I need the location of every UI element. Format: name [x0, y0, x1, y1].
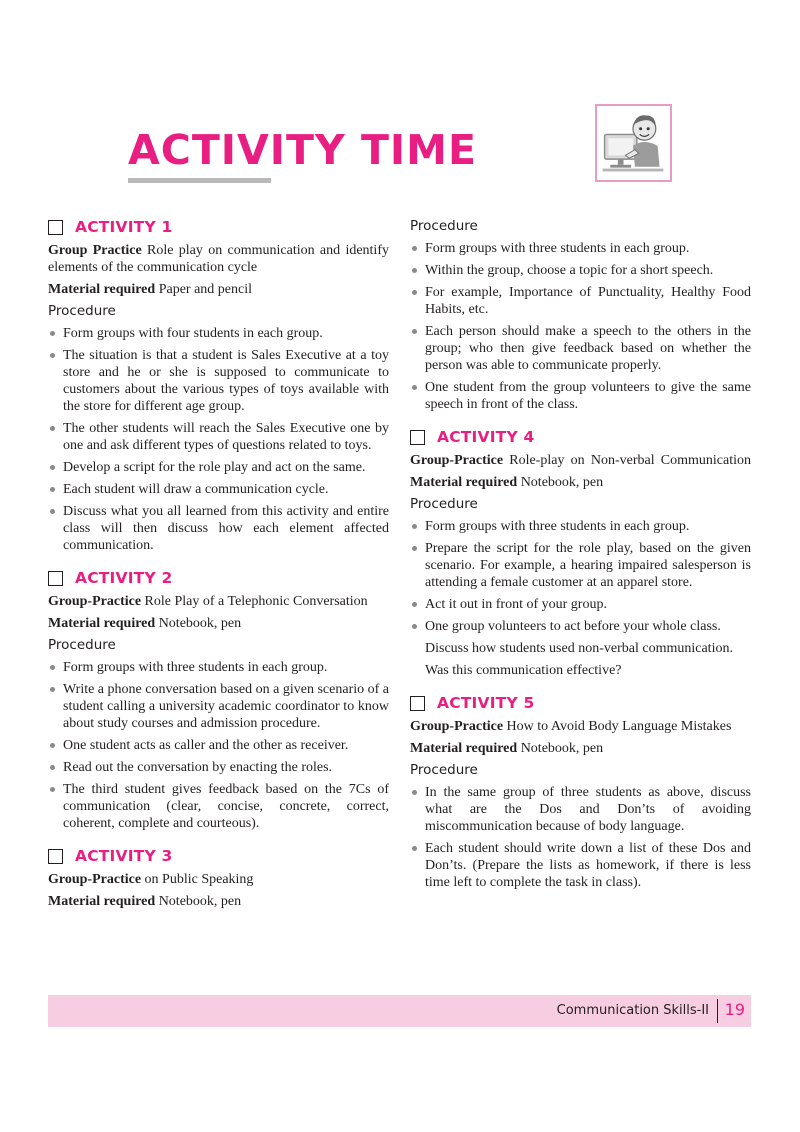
list-item: For example, Importance of Punctuality, Healthy Food Habits, etc.	[410, 284, 751, 318]
material-text: Notebook, pen	[517, 741, 604, 756]
activity-2-title: ACTIVITY 2	[75, 569, 173, 587]
activity-2-procedure-heading: Procedure	[48, 637, 116, 653]
list-item: Form groups with three students in each group.	[48, 659, 389, 676]
material-label: Material required	[48, 894, 156, 909]
group-practice-label: Group-Practice	[48, 594, 142, 609]
activity-1-procedure-heading: Procedure	[48, 303, 116, 319]
material-label: Material required	[410, 475, 518, 490]
activity-5-procedure-heading: Procedure	[410, 762, 478, 778]
list-item: Read out the conversation by enacting the roles.	[48, 759, 389, 776]
list-item: In the same group of three students as above, discuss what are the Dos and Don’ts of avoiding miscommunication because of body language.	[410, 784, 751, 835]
material-text: Notebook, pen	[155, 894, 242, 909]
activity-3-material	[48, 893, 389, 910]
activity-5-group-practice	[410, 718, 751, 735]
group-practice-text: on Public Speaking	[141, 872, 254, 887]
book-title: Communication Skills-II	[556, 1003, 709, 1018]
checkbox-icon	[48, 220, 63, 235]
activity-4-title: ACTIVITY 4	[437, 428, 535, 446]
list-item: Discuss what you all learned from this activity and entire class will then discuss how each element affected communication.	[48, 503, 389, 554]
page-footer	[48, 995, 751, 1027]
activity-2-heading	[48, 567, 389, 589]
list-item: Write a phone conversation based on a given scenario of a student calling a university academic coordinator to know about study courses and admission procedure.	[48, 681, 389, 732]
list-item: Form groups with four students in each group.	[48, 325, 389, 342]
activity-4-heading	[410, 426, 751, 448]
group-practice-text: How to Avoid Body Language Mistakes	[503, 719, 732, 734]
activity-2-material	[48, 615, 389, 632]
left-column	[48, 216, 389, 915]
activity-4-question-text: Was this communication effective?	[425, 663, 622, 678]
list-item: Each student will draw a communication cycle.	[48, 481, 389, 498]
activity-1-group-practice	[48, 242, 389, 276]
activity-4-group-practice	[410, 452, 751, 469]
group-practice-label: Group-Practice	[410, 453, 504, 468]
material-text: Notebook, pen	[517, 475, 604, 490]
activity-5-material	[410, 740, 751, 757]
footer-divider	[717, 999, 719, 1023]
list-item: Form groups with three students in each group.	[410, 518, 751, 535]
list-item: Act it out in front of your group.	[410, 596, 751, 613]
checkbox-icon	[48, 849, 63, 864]
activity-2-group-practice	[48, 593, 389, 610]
activity-1-material	[48, 281, 389, 298]
activity-4-material	[410, 474, 751, 491]
list-item: Each student should write down a list of these Dos and Don’ts. (Prepare the lists as homework, if there is less time left to complete the task in class).	[410, 840, 751, 891]
material-text: Paper and pencil	[155, 282, 252, 297]
activity-3-group-practice	[48, 871, 389, 888]
list-item: One student acts as caller and the other as receiver.	[48, 737, 389, 754]
list-item: The situation is that a student is Sales Executive at a toy store and he or she is supposed to communicate to customers about the various types of toys available with the store for different age group.	[48, 347, 389, 415]
activity-1-heading	[48, 216, 389, 238]
group-practice-text: Role play on communication and identify elements of the communication cycle	[48, 243, 389, 275]
activity-4-discuss-text: Discuss how students used non-verbal communication.	[425, 641, 733, 656]
activity-5-heading	[410, 692, 751, 714]
list-item: One student from the group volunteers to give the same speech in front of the class.	[410, 379, 751, 413]
activity-5-title: ACTIVITY 5	[437, 694, 535, 712]
activity-3-steps	[410, 240, 751, 413]
activity-4-steps	[410, 518, 751, 635]
checkbox-icon	[48, 571, 63, 586]
list-item: Each person should make a speech to the others in the group; who then give feedback based on whether the person was able to communicate properly.	[410, 323, 751, 374]
activity-5-steps	[410, 784, 751, 891]
list-item: The other students will reach the Sales Executive one by one and ask different types of questions related to toys.	[48, 420, 389, 454]
activity-2-steps	[48, 659, 389, 832]
list-item: One group volunteers to act before your whole class.	[410, 618, 751, 635]
list-item: Within the group, choose a topic for a short speech.	[410, 262, 751, 279]
activity-4-procedure-heading: Procedure	[410, 496, 478, 512]
material-label: Material required	[48, 616, 156, 631]
group-practice-text: Role-play on Non-verbal Communication	[503, 453, 751, 468]
activity-3-heading	[48, 845, 389, 867]
group-practice-label: Group-Practice	[48, 872, 142, 887]
group-practice-text: Role Play of a Telephonic Conversation	[141, 594, 368, 609]
list-item: Form groups with three students in each group.	[410, 240, 751, 257]
material-text: Notebook, pen	[155, 616, 242, 631]
material-label: Material required	[48, 282, 156, 297]
list-item: Develop a script for the role play and act on the same.	[48, 459, 389, 476]
material-label: Material required	[410, 741, 518, 756]
checkbox-icon	[410, 696, 425, 711]
list-item: Prepare the script for the role play, based on the given scenario. For example, a hearing impaired salesperson is attending a female customer at an apparel store.	[410, 540, 751, 591]
group-practice-label: Group Practice	[48, 243, 142, 258]
page-number: 19	[724, 1000, 745, 1019]
title-underline	[128, 178, 271, 183]
activity-3-procedure-heading: Procedure	[410, 218, 478, 234]
student-computer-illustration	[595, 104, 672, 182]
group-practice-label: Group-Practice	[410, 719, 504, 734]
activity-1-title: ACTIVITY 1	[75, 218, 173, 236]
right-column	[410, 216, 751, 896]
activity-1-steps	[48, 325, 389, 554]
checkbox-icon	[410, 430, 425, 445]
list-item: The third student gives feedback based on the 7Cs of communication (clear, concise, concrete, correct, coherent, complete and courteous).	[48, 781, 389, 832]
activity-3-title: ACTIVITY 3	[75, 847, 173, 865]
page-title: ACTIVITY TIME	[128, 126, 477, 174]
